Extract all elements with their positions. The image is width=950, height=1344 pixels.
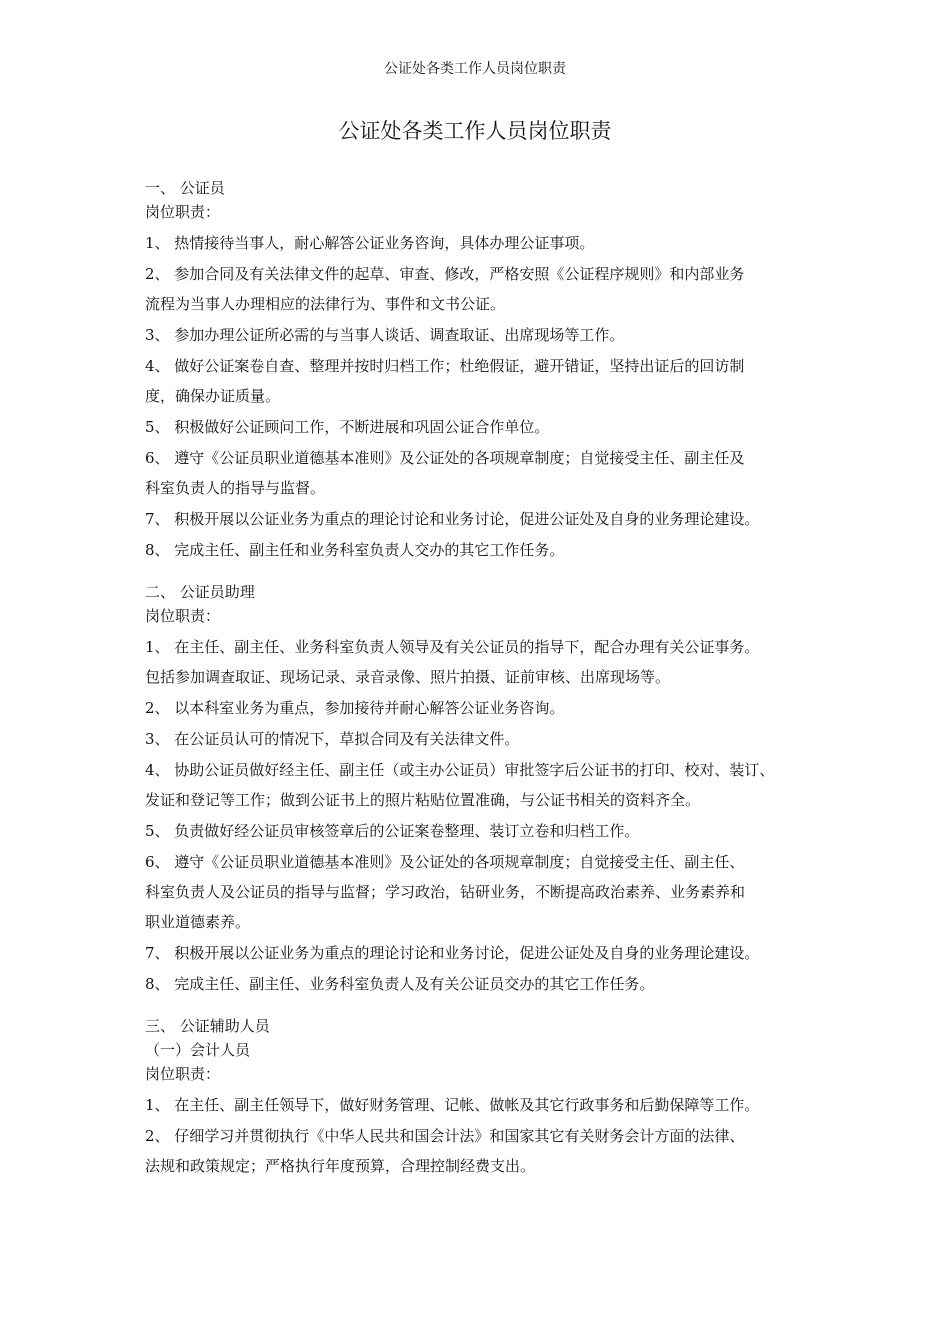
duty-item: 6、 遵守《公证员职业道德基本准则》及公证处的各项规章制度；自觉接受主任、副主任、 xyxy=(145,853,745,871)
duty-item: 4、 协助公证员做好经主任、副主任（或主办公证员）审批签字后公证书的打印、校对、装订、 xyxy=(145,761,775,779)
duty-item-continuation: 流程为当事人办理相应的法律行为、事件和文书公证。 xyxy=(145,295,506,313)
duties-label: 岗位职责： xyxy=(145,607,221,625)
duty-item-continuation: 科室负责人及公证员的指导与监督；学习政治，钻研业务，不断提高政治素养、业务素养和 xyxy=(145,883,746,901)
duty-item: 4、 做好公证案卷自查、整理并按时归档工作；杜绝假证，避开错证，坚持出证后的回访制 xyxy=(145,357,745,375)
section-spacer xyxy=(145,996,865,1014)
section-spacer xyxy=(145,562,865,580)
duty-item: 3、 参加办理公证所必需的与当事人谈话、调查取证、出席现场等工作。 xyxy=(145,326,625,344)
duty-item: 1、 在主任、副主任、业务科室负责人领导及有关公证员的指导下，配合办理有关公证事务。 xyxy=(145,638,760,656)
duty-item: 2、 参加合同及有关法律文件的起草、审查、修改，严格安照《公证程序规则》和内部业务 xyxy=(145,265,745,283)
duty-item: 1、 在主任、副主任领导下，做好财务管理、记帐、做帐及其它行政事务和后勤保障等工作。 xyxy=(145,1096,760,1114)
section-heading: 二、 公证员助理 xyxy=(145,583,255,601)
duty-item-continuation: 度，确保办证质量。 xyxy=(145,387,281,405)
duty-item: 2、 以本科室业务为重点，参加接待并耐心解答公证业务咨询。 xyxy=(145,699,565,717)
duty-item: 7、 积极开展以公证业务为重点的理论讨论和业务讨论，促进公证处及自身的业务理论建设。 xyxy=(145,944,760,962)
duty-item: 6、 遵守《公证员职业道德基本准则》及公证处的各项规章制度；自觉接受主任、副主任及 xyxy=(145,449,745,467)
duty-item: 2、 仔细学习并贯彻执行《中华人民共和国会计法》和国家其它有关财务会计方面的法律、 xyxy=(145,1127,745,1145)
duties-label: 岗位职责： xyxy=(145,203,221,221)
duty-item: 3、 在公证员认可的情况下，草拟合同及有关法律文件。 xyxy=(145,730,520,748)
section-heading: 一、 公证员 xyxy=(145,179,225,197)
duty-item: 5、 积极做好公证顾问工作，不断进展和巩固公证合作单位。 xyxy=(145,418,550,436)
duty-item-continuation: 包括参加调查取证、现场记录、录音录像、照片拍摄、证前审核、出席现场等。 xyxy=(145,668,671,686)
duty-item-continuation: 法规和政策规定；严格执行年度预算，合理控制经费支出。 xyxy=(145,1157,536,1175)
duties-label: 岗位职责： xyxy=(145,1065,221,1083)
duty-item: 8、 完成主任、副主任和业务科室负责人交办的其它工作任务。 xyxy=(145,541,565,559)
document-title: 公证处各类工作人员岗位职责 xyxy=(338,119,612,143)
subsection-heading: （一）会计人员 xyxy=(145,1041,251,1059)
duty-item-continuation: 职业道德素养。 xyxy=(145,913,251,931)
document-body xyxy=(145,176,865,1178)
duty-item: 1、 热情接待当事人，耐心解答公证业务咨询，具体办理公证事项。 xyxy=(145,234,595,252)
running-header: 公证处各类工作人员岗位职责 xyxy=(384,61,566,77)
duty-item-continuation: 科室负责人的指导与监督。 xyxy=(145,479,326,497)
duty-item: 7、 积极开展以公证业务为重点的理论讨论和业务讨论，促进公证处及自身的业务理论建设。 xyxy=(145,510,760,528)
section-heading: 三、 公证辅助人员 xyxy=(145,1017,270,1035)
duty-item: 8、 完成主任、副主任、业务科室负责人及有关公证员交办的其它工作任务。 xyxy=(145,975,655,993)
duty-item-continuation: 发证和登记等工作；做到公证书上的照片粘贴位置准确，与公证书相关的资料齐全。 xyxy=(145,791,701,809)
duty-item: 5、 负责做好经公证员审核签章后的公证案卷整理、装订立卷和归档工作。 xyxy=(145,822,640,840)
